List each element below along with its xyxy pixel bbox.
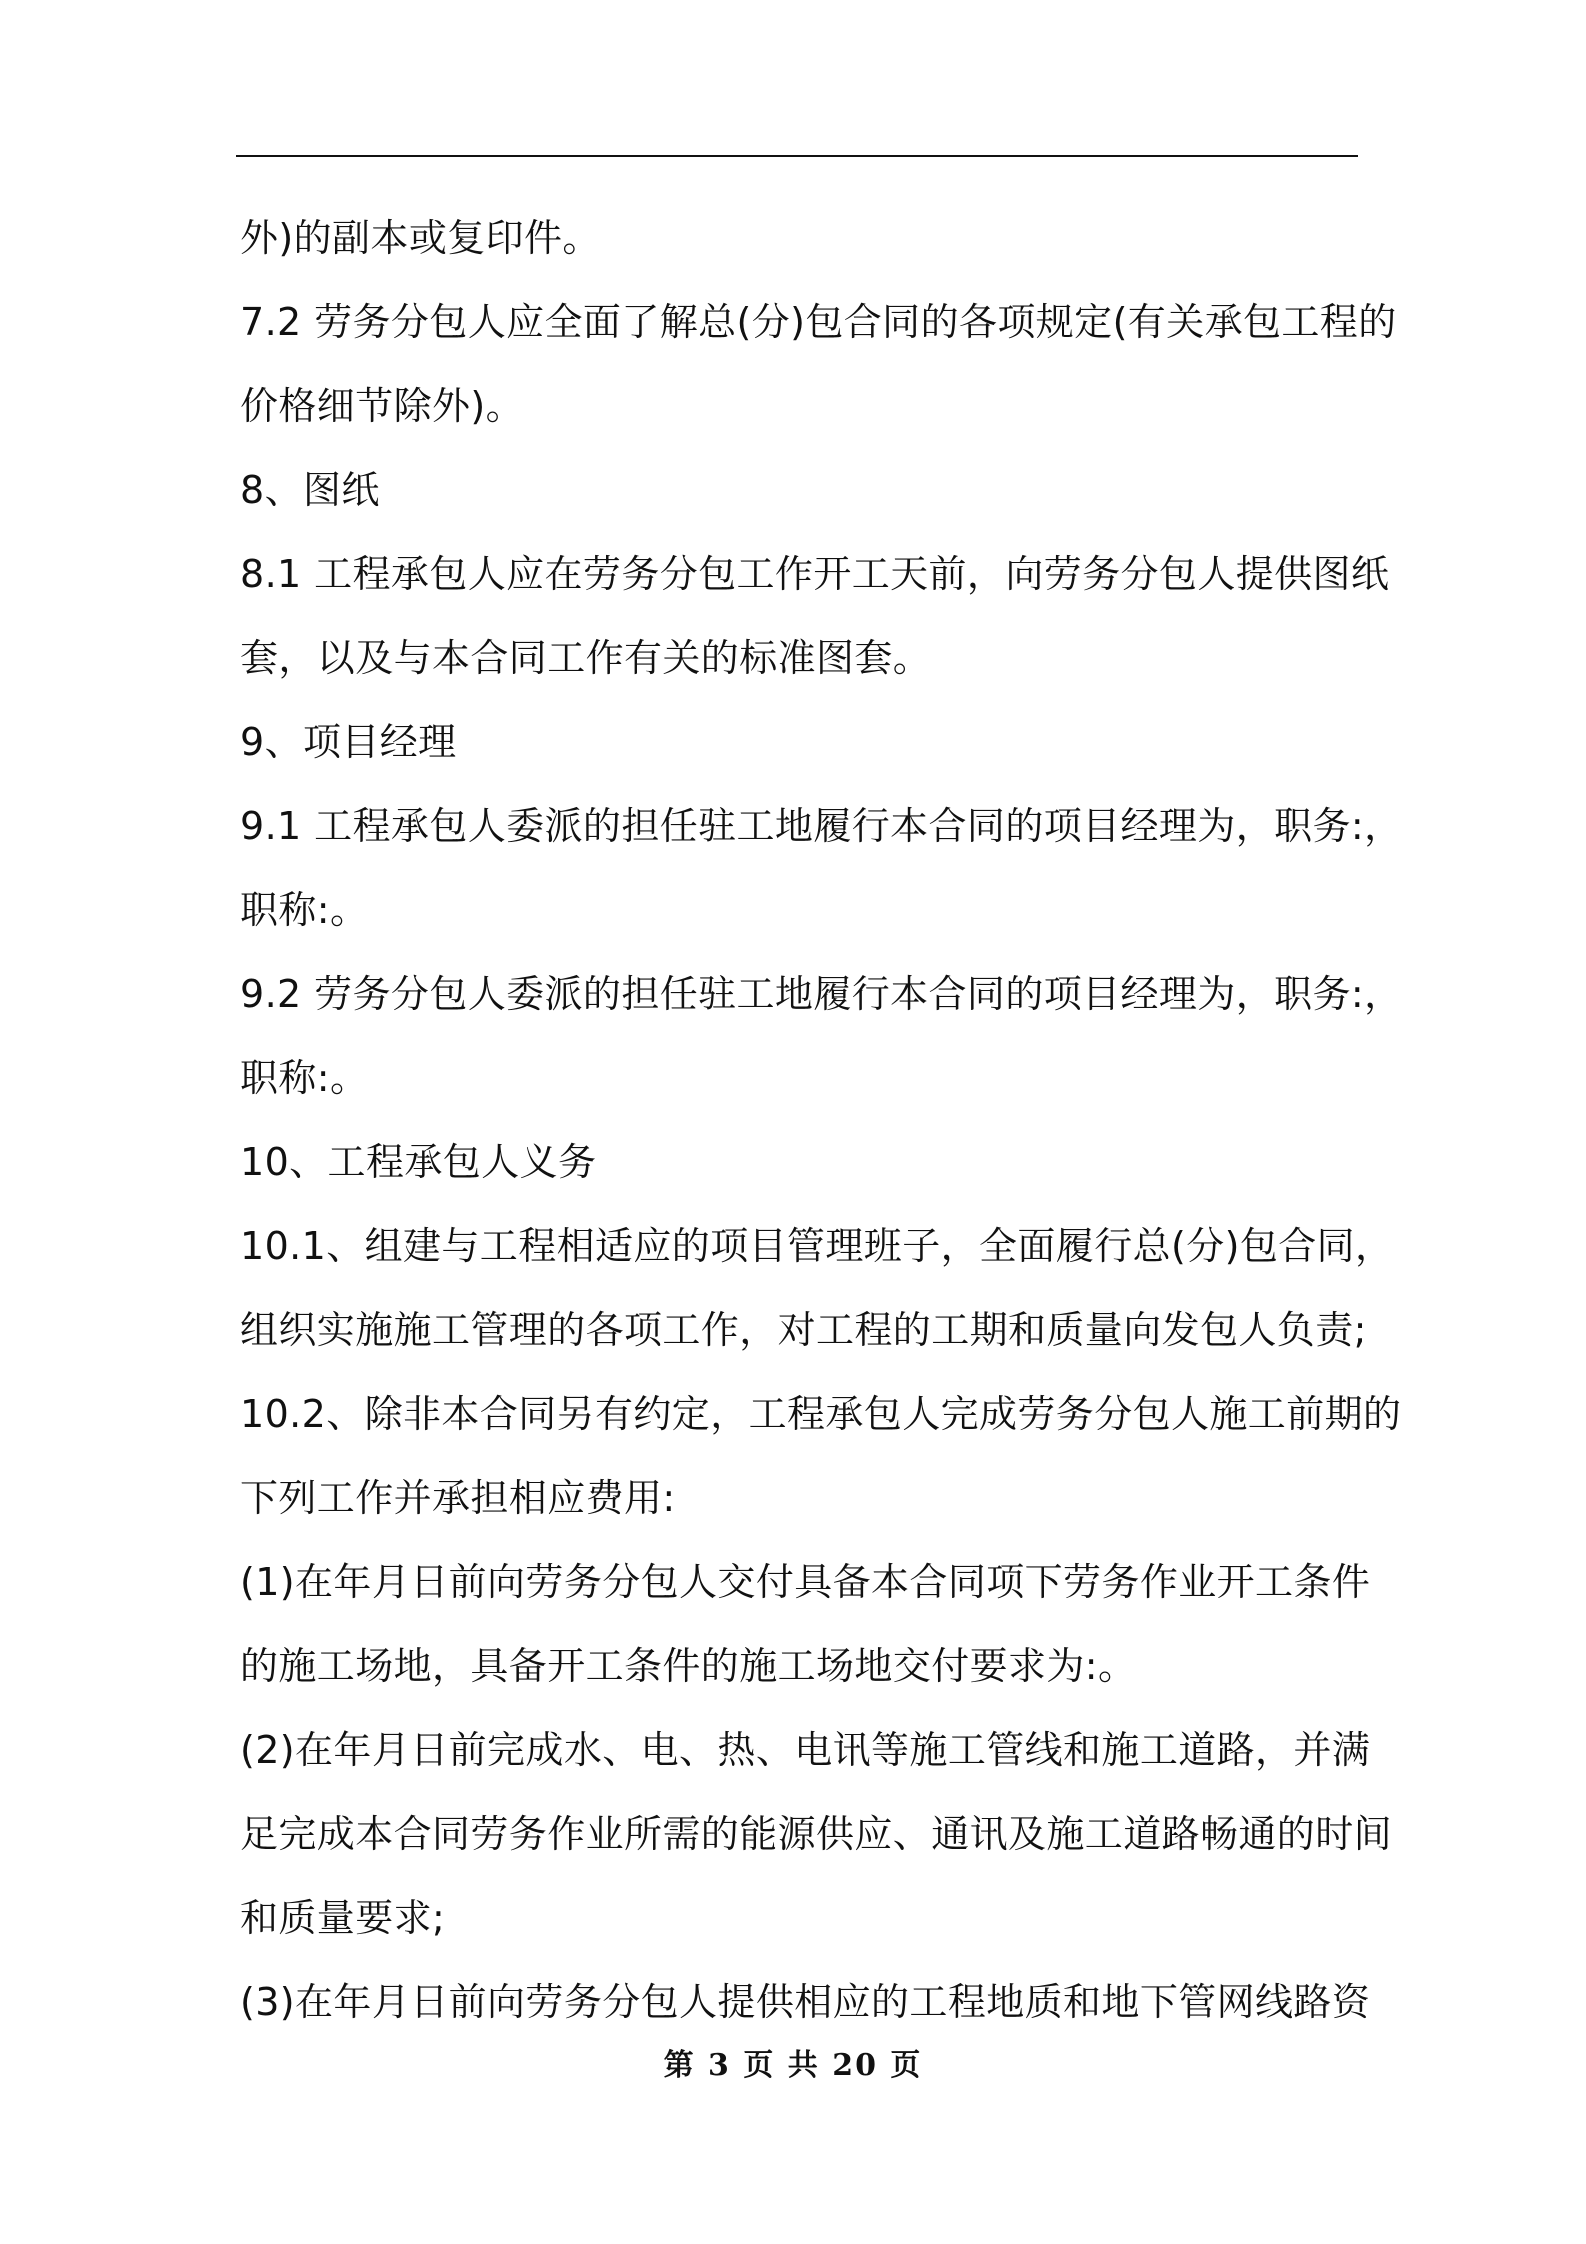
text-line: 的施工场地，具备开工条件的施工场地交付要求为:。 <box>240 1644 1137 1688</box>
text-line: 职称:。 <box>240 888 369 932</box>
text-line: 价格细节除外)。 <box>240 384 525 428</box>
text-line: (2)在年月日前完成水、电、热、电讯等施工管线和施工道路，并满 <box>240 1728 1371 1772</box>
text-line: 足完成本合同劳务作业所需的能源供应、通讯及施工道路畅通的时间 <box>240 1812 1393 1856</box>
text-line: 套，以及与本合同工作有关的标准图套。 <box>240 636 932 680</box>
text-line: 9.1 工程承包人委派的担任驻工地履行本合同的项目经理为，职务:， <box>240 804 1403 848</box>
text-line: 8.1 工程承包人应在劳务分包工作开工天前，向劳务分包人提供图纸 <box>240 552 1390 596</box>
text-line: (1)在年月日前向劳务分包人交付具备本合同项下劳务作业开工条件 <box>240 1560 1371 1604</box>
text-line: 10.1、组建与工程相适应的项目管理班子，全面履行总(分)包合同， <box>240 1224 1394 1268</box>
text-line: 外)的副本或复印件。 <box>240 216 601 260</box>
text-line: 下列工作并承担相应费用: <box>240 1476 676 1520</box>
text-line: 9.2 劳务分包人委派的担任驻工地履行本合同的项目经理为，职务:， <box>240 972 1403 1016</box>
text-line: 7.2 劳务分包人应全面了解总(分)包合同的各项规定(有关承包工程的 <box>240 300 1397 344</box>
text-line: 组织实施施工管理的各项工作，对工程的工期和质量向发包人负责; <box>240 1308 1367 1352</box>
text-line: 10.2、除非本合同另有约定，工程承包人完成劳务分包人施工前期的 <box>240 1392 1402 1436</box>
section-heading: 8、图纸 <box>240 468 380 512</box>
document-body <box>240 196 1403 2044</box>
text-line: 和质量要求; <box>240 1896 446 1940</box>
text-line: 职称:。 <box>240 1056 369 1100</box>
section-heading: 10、工程承包人义务 <box>240 1140 597 1184</box>
section-heading: 9、项目经理 <box>240 720 457 764</box>
page-number-footer: 第 3 页 共 20 页 <box>663 2048 923 2083</box>
header-rule <box>236 155 1358 157</box>
text-line: (3)在年月日前向劳务分包人提供相应的工程地质和地下管网线路资 <box>240 1980 1371 2024</box>
